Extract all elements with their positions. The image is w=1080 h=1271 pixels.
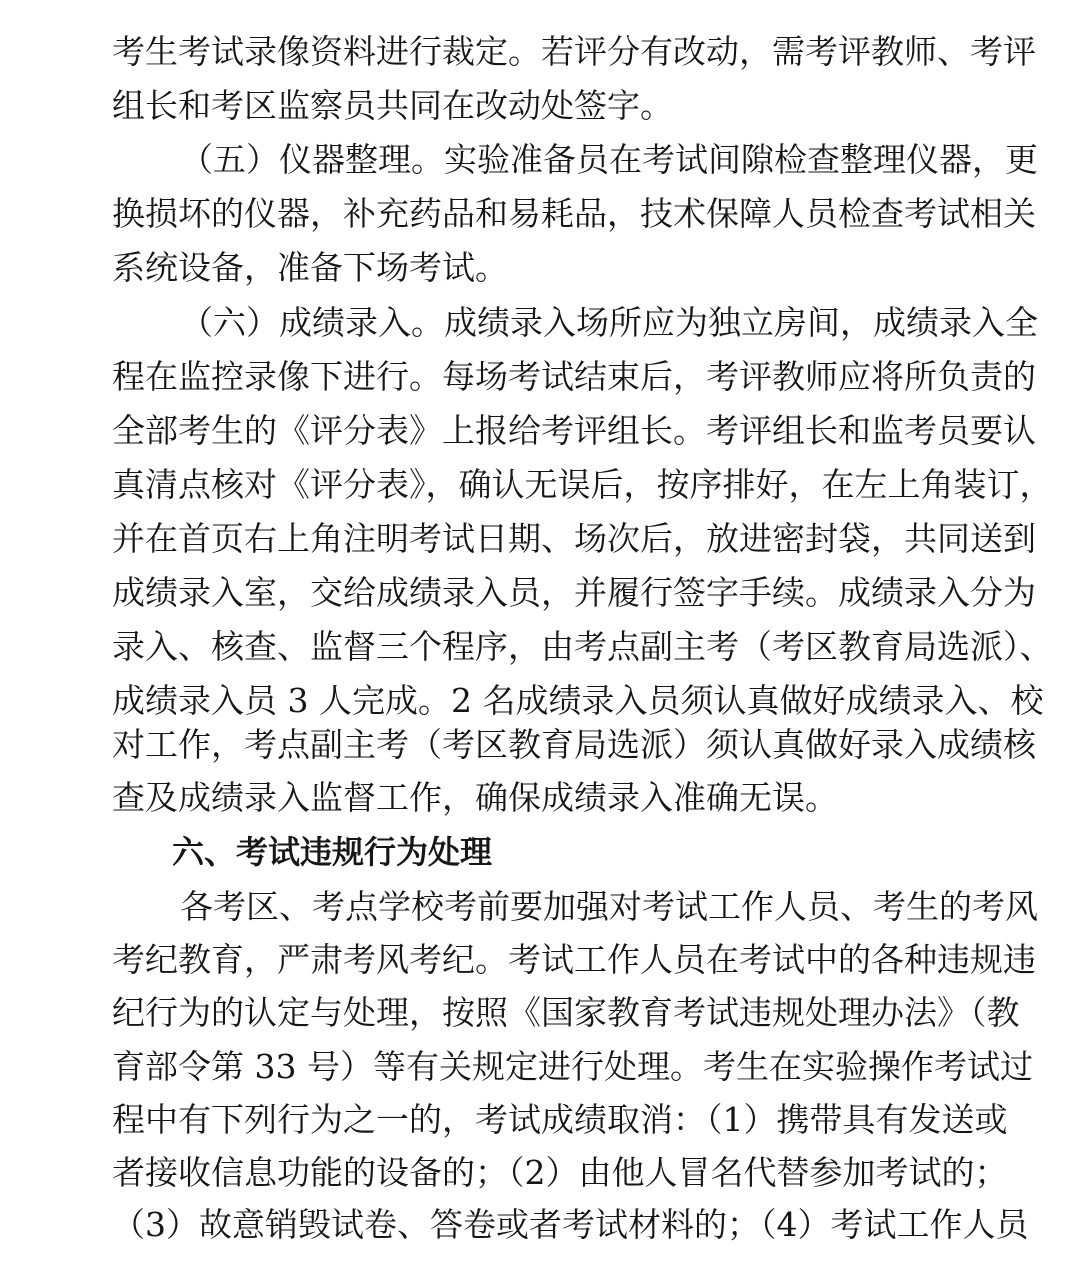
paragraph-line: 真清点核对《评分表》，确认无误后，按序排好，在左上角装订， <box>112 465 1053 504</box>
paragraph-line: 全部考生的《评分表》上报给考评组长。考评组长和监考员要认 <box>112 411 1036 450</box>
paragraph-line: （六）成绩录入。成绩录入场所应为独立房间，成绩录入全 <box>180 303 1038 342</box>
paragraph-line: 考生考试录像资料进行裁定。若评分有改动，需考评教师、考评 <box>112 32 1036 71</box>
paragraph-line: （3）故意销毁试卷、答卷或者考试材料的；（4）考试工作人员 <box>112 1205 1029 1244</box>
paragraph-line: 考纪教育，严肃考风考纪。考试工作人员在考试中的各种违规违 <box>112 940 1036 979</box>
paragraph-line: 系统设备，准备下场考试。 <box>112 248 508 287</box>
paragraph-line: 各考区、考点学校考前要加强对考试工作人员、考生的考风 <box>180 887 1038 926</box>
paragraph-line: （五）仪器整理。实验准备员在考试间隙检查整理仪器，更 <box>180 140 1038 179</box>
paragraph-line: 成绩录入员 3 人完成。2 名成绩录入员须认真做好成绩录入、校 <box>112 681 1044 720</box>
paragraph-line: 程中有下列行为之一的，考试成绩取消：（1）携带具有发送或 <box>112 1100 1008 1139</box>
paragraph-line: 并在首页右上角注明考试日期、场次后，放进密封袋，共同送到 <box>112 519 1036 558</box>
paragraph-line: 育部令第 33 号）等有关规定进行处理。考生在实验操作考试过 <box>112 1047 1033 1086</box>
section-heading: 六、考试违规行为处理 <box>172 833 493 871</box>
paragraph-line: 录入、核查、监督三个程序，由考点副主考（考区教育局选派）、 <box>112 627 1053 666</box>
paragraph-line: 对工作，考点副主考（考区教育局选派）须认真做好录入成绩核 <box>112 725 1036 764</box>
paragraph-line: 换损坏的仪器，补充药品和易耗品，技术保障人员检查考试相关 <box>112 194 1036 233</box>
paragraph-line: 组长和考区监察员共同在改动处签字。 <box>112 86 673 125</box>
paragraph-line: 纪行为的认定与处理，按照《国家教育考试违规处理办法》（教 <box>112 993 1020 1032</box>
paragraph-line: 者接收信息功能的设备的；（2）由他人冒名代替参加考试的； <box>112 1153 1008 1192</box>
paragraph-line: 程在监控录像下进行。每场考试结束后，考评教师应将所负责的 <box>112 357 1036 396</box>
paragraph-line: 查及成绩录入监督工作，确保成绩录入准确无误。 <box>112 778 838 817</box>
paragraph-line: 成绩录入室，交给成绩录入员，并履行签字手续。成绩录入分为 <box>112 573 1036 612</box>
